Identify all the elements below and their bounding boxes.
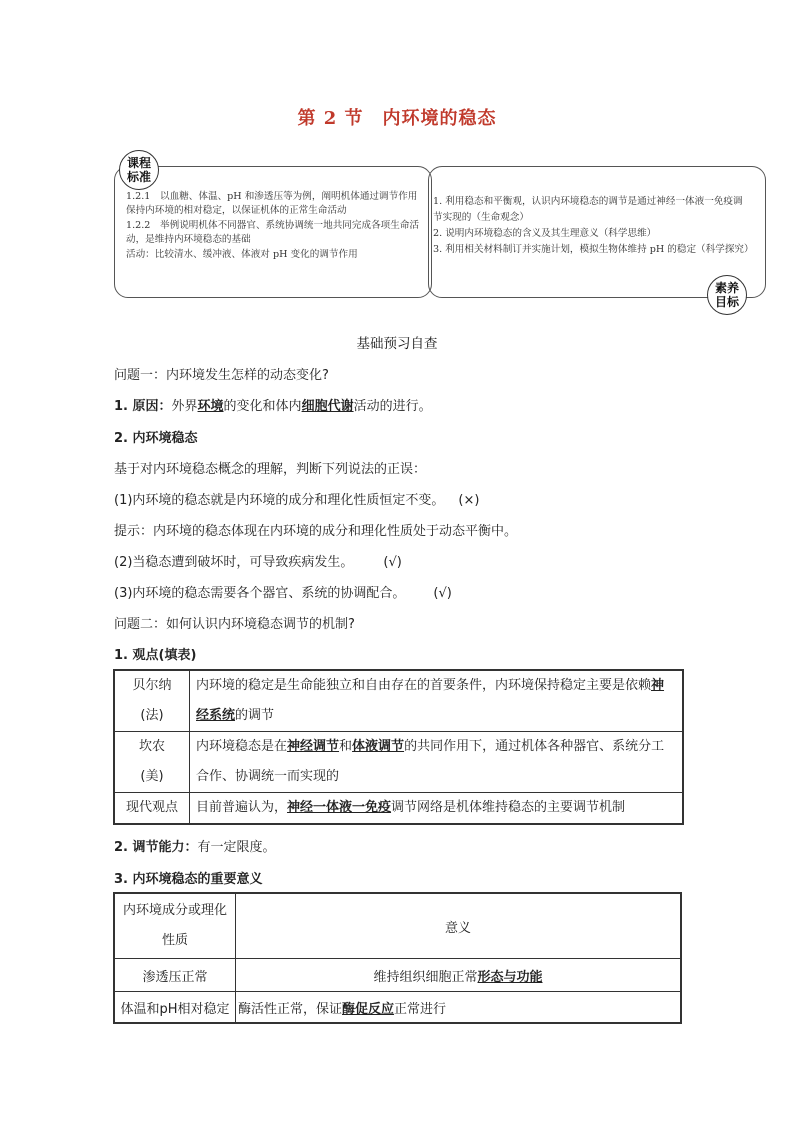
heading-views: 1. 观点(填表) <box>114 648 197 663</box>
heading-homeostasis: 2. 内环境稳态 <box>114 431 198 446</box>
heading-significance: 3. 内环境稳态的重要意义 <box>114 872 263 887</box>
correct-mark: (√) <box>383 555 402 570</box>
table-row <box>114 959 681 992</box>
view-name: 现代观点 <box>114 793 190 825</box>
view-name: 贝尔纳 (法) <box>114 670 190 732</box>
table-row <box>114 992 681 1024</box>
views-table <box>113 669 684 825</box>
correct-mark: (√) <box>433 586 452 601</box>
view-desc: 目前普遍认为，神经一体液一免疫调节网络是机体维持稳态的主要调节机制 <box>190 793 684 825</box>
course-standard-badge: 课程标准 <box>119 150 159 190</box>
judge-intro: 基于对内环境稳态概念的理解，判断下列说法的正误： <box>114 462 427 477</box>
question-one: 问题一：内环境发生怎样的动态变化? <box>114 368 329 383</box>
view-desc: 内环境的稳定是生命能独立和自由存在的首要条件，内环境保持稳定主要是依赖神经系统的调节 <box>190 670 684 732</box>
hint-line: 提示：内环境的稳态体现在内环境的成分和理化性质处于动态平衡中。 <box>114 524 518 539</box>
significance-table <box>113 892 682 1024</box>
view-desc: 内环境稳态是在神经调节和体液调节的共同作用下，通过机体各种器官、系统分工合作、协调统一而实现的 <box>190 732 684 793</box>
page-title: 第 2 节 内环境的稳态 <box>297 108 497 129</box>
question-two: 问题二：如何认识内环境稳态调节的机制? <box>114 617 355 632</box>
table-cell: 酶活性正常，保证酶促反应正常进行 <box>236 992 682 1024</box>
section-title: 基础预习自查 <box>356 336 438 352</box>
table-row <box>114 732 683 793</box>
statement-3: (3)内环境的稳态需要各个器官、系统的协调配合。 (√) <box>114 586 452 601</box>
literacy-goal-badge: 素养目标 <box>707 275 747 315</box>
table-row <box>114 670 683 732</box>
cause-line: 1. 原因：外界环境的变化和体内细胞代谢活动的进行。 <box>114 399 432 414</box>
wrong-mark: (×) <box>458 493 480 508</box>
view-name: 坎农 (美) <box>114 732 190 793</box>
table-header-right: 意义 <box>236 893 682 959</box>
table-row <box>114 793 683 825</box>
literacy-goal-text: 1. 利用稳态和平衡观，认识内环境稳态的调节是通过神经一体液一免疫调节实现的（生命观念） 2. 说明内环境稳态的含义及其生理意义（科学思维） 3. 利用相关材料制订并实施计划，模拟生物体维持 pH 的稳定（科学探究） <box>433 196 754 255</box>
table-cell: 维持组织细胞正常形态与功能 <box>236 959 682 992</box>
table-row <box>114 893 681 959</box>
statement-2: (2)当稳态遭到破坏时，可导致疾病发生。 (√) <box>114 555 402 570</box>
table-header-left: 内环境成分或理化性质 <box>114 893 236 959</box>
table-cell: 渗透压正常 <box>114 959 236 992</box>
ability-line: 2. 调节能力：有一定限度。 <box>114 840 276 855</box>
course-standard-text: 1.2.1 以血糖、体温、pH 和渗透压等为例，阐明机体通过调节作用保持内环境的相对稳定，以保证机体的正常生命活动 1.2.2 举例说明机体不同器官、系统协调统一地共同完成各项生命活动，是维持内环境稳态的基础 活动：比较清水、缓冲液、体液对 pH 变化的调节作用 <box>126 191 420 260</box>
statement-1: (1)内环境的稳态就是内环境的成分和理化性质恒定不变。 (×) <box>114 493 480 508</box>
table-cell: 体温和pH相对稳定 <box>114 992 236 1024</box>
